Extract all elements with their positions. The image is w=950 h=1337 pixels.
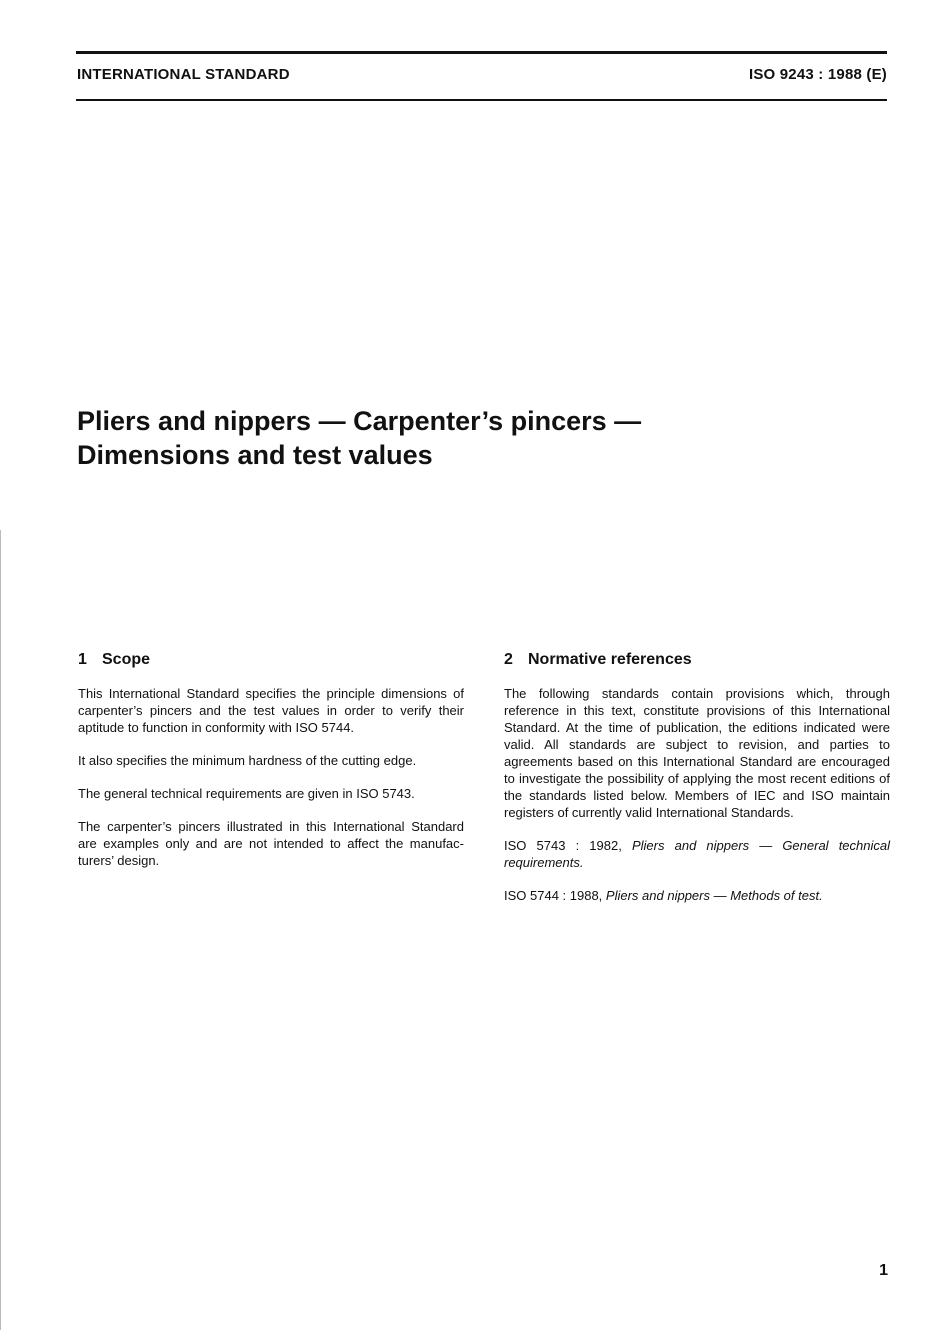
reference-item: [504, 887, 890, 904]
page-number: 1: [879, 1262, 888, 1279]
scope-paragraph: This International Standard specifies the principle dimensions of carpenter’s pincers and the test values in order to verify their aptitude to function in conformity with ISO 5744.: [78, 686, 464, 735]
normative-intro-paragraph: The following standards contain provisions which, through reference in this text, constitute provisions of this International Standard. At the time of publication, the editions indicated were valid. All standards are subject to revision, and parties to agreements based on this International Standard are encouraged to investigate the possibility of applying the most recent editions of the standards listed below. Members of IEC and ISO maintain registers of currently valid International Standards.: [504, 686, 890, 820]
title-line-2: Dimensions and test values: [77, 440, 433, 470]
reference-title: Pliers and nippers — General technical requirements.: [504, 838, 891, 870]
normative-references-heading: [504, 651, 890, 668]
normative-section-number: 2: [504, 651, 513, 668]
scope-paragraph: The carpenter’s pincers illustrated in this International Standard are examples only and are not intended to affect the manufac-turers’ design.: [78, 819, 464, 868]
normative-heading-text: Normative references: [528, 651, 692, 668]
reference-code: ISO 5743 : 1982,: [504, 838, 622, 853]
scope-heading: [78, 651, 464, 668]
reference-item: [504, 837, 890, 871]
reference-code: ISO 5744 : 1988,: [504, 888, 603, 903]
reference-title: Pliers and nippers — Methods of test.: [605, 888, 823, 903]
scope-paragraph: It also specifies the minimum hardness of the cutting edge.: [78, 753, 417, 768]
standard-reference: ISO 9243 : 1988 (E): [748, 66, 887, 83]
document-type-label: INTERNATIONAL STANDARD: [77, 66, 290, 83]
scan-edge-line: [0, 530, 1, 1330]
scope-heading-text: Scope: [102, 651, 151, 668]
title-line-1: Pliers and nippers — Carpenter’s pincers —: [77, 406, 642, 436]
document-title: [77, 404, 641, 472]
header-bottom-rule: [76, 99, 887, 101]
normative-references-section: [504, 651, 890, 920]
scope-section-number: 1: [78, 651, 87, 668]
scope-paragraph: The general technical requirements are given in ISO 5743.: [78, 786, 415, 801]
scope-section: [78, 651, 464, 885]
header-top-rule: [76, 51, 887, 54]
